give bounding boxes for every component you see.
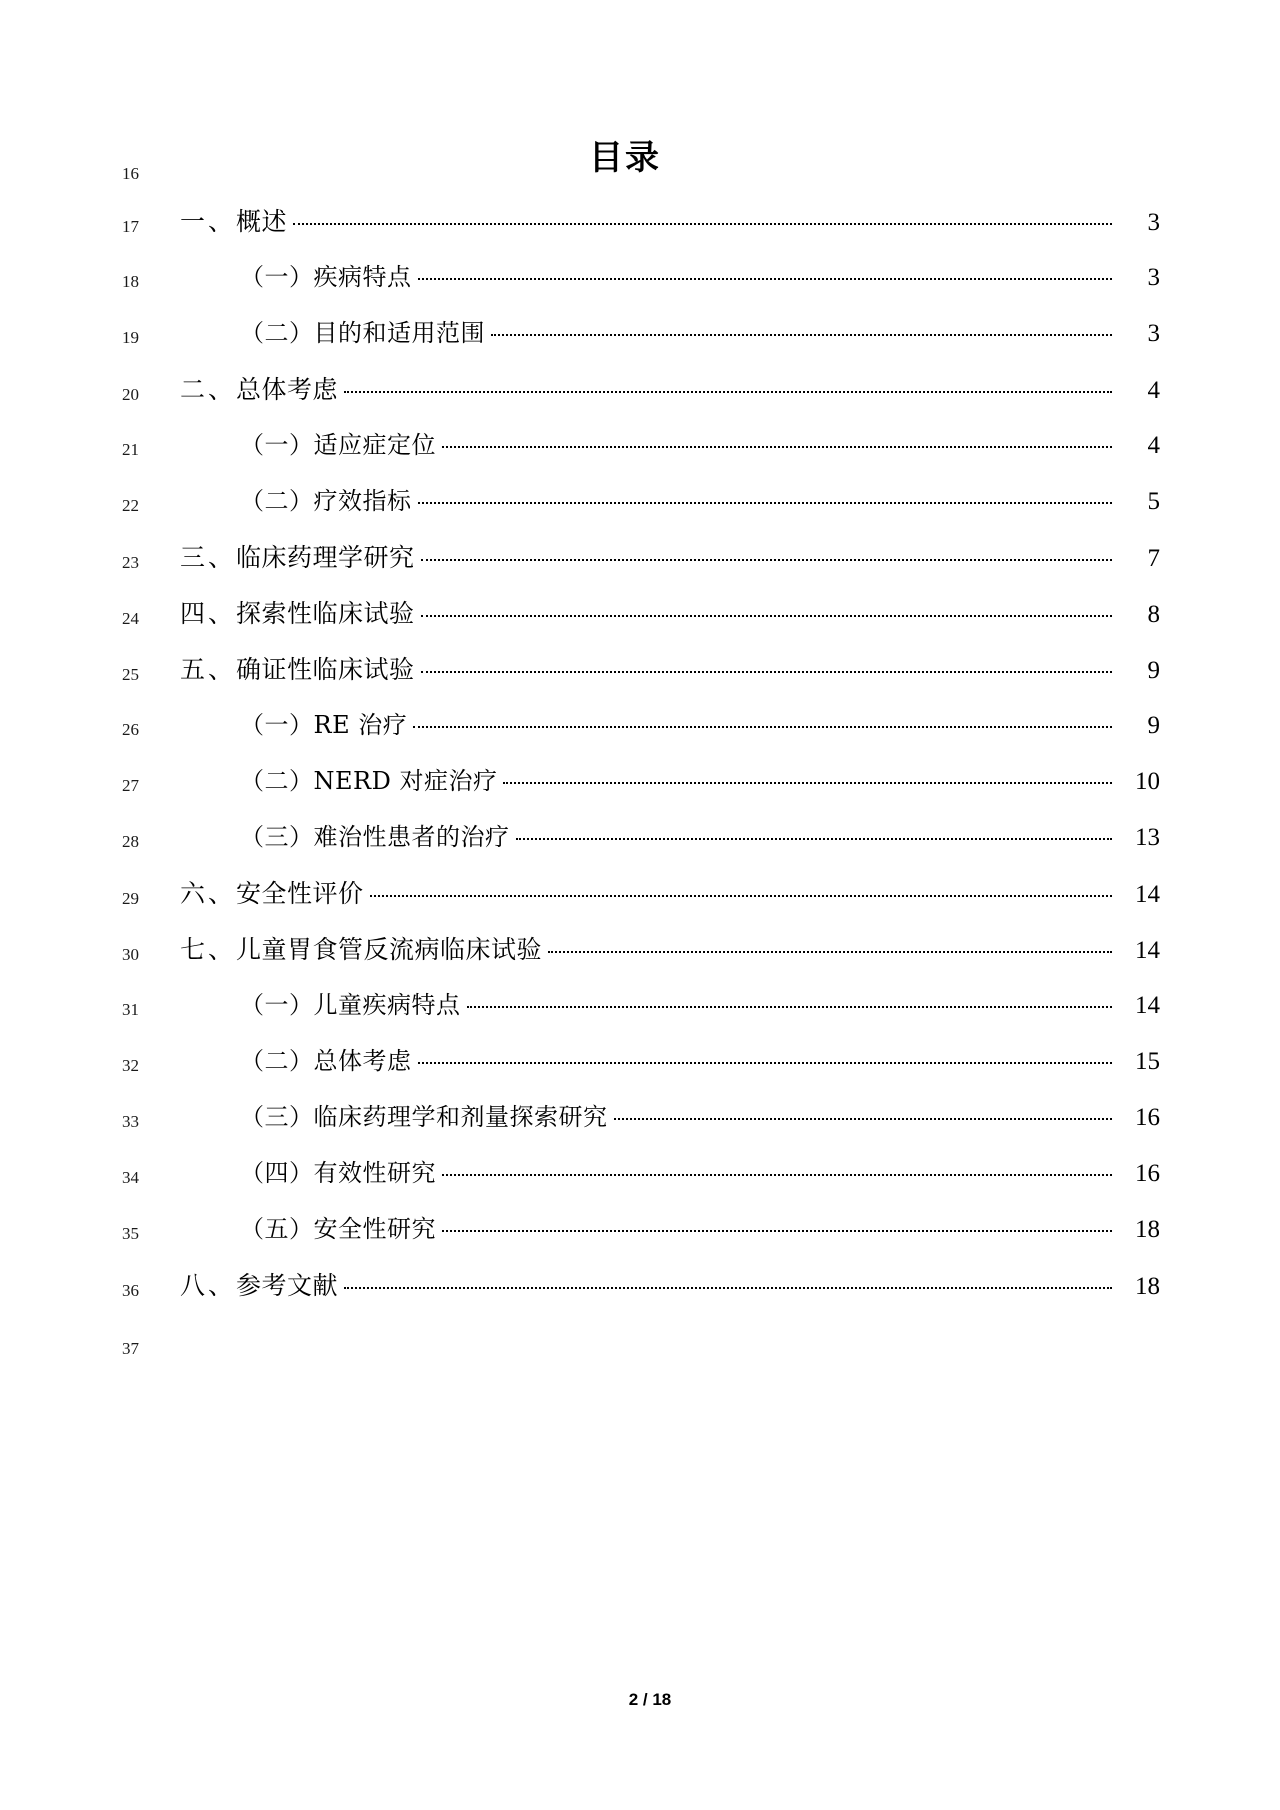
toc-entry-label xyxy=(180,879,364,909)
line-number: 26 xyxy=(122,720,139,739)
toc-page-number: 8 xyxy=(1147,601,1160,628)
toc-row xyxy=(120,207,1160,263)
toc-entry[interactable] xyxy=(180,375,1160,406)
toc-entry[interactable] xyxy=(180,599,1160,630)
line-number: 22 xyxy=(122,496,139,515)
toc-page-number: 18 xyxy=(1135,1273,1160,1300)
toc-page-number: 14 xyxy=(1135,881,1160,908)
toc-entry-text: 安全性评价 xyxy=(236,879,364,908)
toc-row xyxy=(120,1159,1160,1215)
toc-entry[interactable] xyxy=(180,1215,1160,1245)
toc-entry-number: 五、 xyxy=(180,655,237,684)
toc-page-number: 13 xyxy=(1135,824,1160,851)
toc-entry-number: 四、 xyxy=(180,599,237,628)
title-row xyxy=(120,130,1160,189)
line-number: 31 xyxy=(122,1000,139,1019)
line-number: 32 xyxy=(122,1056,139,1075)
line-number: 25 xyxy=(122,665,139,684)
toc-entry-label xyxy=(180,207,287,237)
toc-entry-label: （五）安全性研究 xyxy=(240,1215,436,1243)
line-number: 23 xyxy=(122,553,139,572)
toc-leader-dots xyxy=(413,725,1112,728)
toc-leader-dots xyxy=(467,1005,1113,1008)
toc-leader-dots xyxy=(418,501,1113,504)
line-number: 17 xyxy=(122,217,139,236)
line-number: 20 xyxy=(122,385,139,404)
toc-entry-number: 八、 xyxy=(180,1271,237,1300)
toc-entry-label xyxy=(180,1271,338,1301)
toc-entry-label: （一）儿童疾病特点 xyxy=(240,991,461,1019)
toc-leader-dots xyxy=(418,277,1113,280)
toc-page-number: 14 xyxy=(1135,992,1160,1019)
toc-row xyxy=(120,1047,1160,1103)
toc-row xyxy=(120,487,1160,543)
line-number: 36 xyxy=(122,1281,139,1300)
toc-page-number: 9 xyxy=(1147,712,1160,739)
toc-leader-dots xyxy=(491,333,1112,336)
toc-entry[interactable] xyxy=(180,879,1160,910)
toc-row xyxy=(120,935,1160,991)
toc-entry[interactable] xyxy=(180,767,1160,797)
toc-page-number: 3 xyxy=(1147,320,1160,347)
toc-entry[interactable] xyxy=(180,543,1160,574)
toc-entry-label: （二）总体考虑 xyxy=(240,1047,412,1075)
toc-entry[interactable] xyxy=(180,823,1160,853)
toc-entry[interactable] xyxy=(180,431,1160,461)
toc-leader-dots xyxy=(516,837,1113,840)
toc-entry-label: （二）疗效指标 xyxy=(240,487,412,515)
toc-entry-number: 二、 xyxy=(180,375,237,404)
toc-row xyxy=(120,1103,1160,1159)
toc-leader-dots xyxy=(421,670,1112,673)
toc-leader-dots xyxy=(442,1229,1112,1232)
line-number: 24 xyxy=(122,609,139,628)
toc-page-number: 4 xyxy=(1147,377,1160,404)
page-title: 目录 xyxy=(589,138,661,178)
line-number: 19 xyxy=(122,328,139,347)
toc-leader-dots xyxy=(442,445,1112,448)
toc-row xyxy=(120,767,1160,823)
toc-entry[interactable] xyxy=(180,991,1160,1021)
toc-page-number: 14 xyxy=(1135,937,1160,964)
line-number: 28 xyxy=(122,832,139,851)
toc-row xyxy=(120,655,1160,711)
toc-page-number: 16 xyxy=(1135,1104,1160,1131)
toc-leader-dots xyxy=(344,1286,1112,1289)
toc-entry-text: 确证性临床试验 xyxy=(236,655,415,684)
toc-page-number: 3 xyxy=(1147,209,1160,236)
toc-entry-number: 三、 xyxy=(180,543,237,572)
toc-leader-dots xyxy=(614,1117,1113,1120)
toc-entry-label: （三）临床药理学和剂量探索研究 xyxy=(240,1103,608,1131)
toc-row xyxy=(120,431,1160,487)
toc-leader-dots xyxy=(344,390,1112,393)
line-number: 37 xyxy=(122,1339,139,1358)
toc-entry-label xyxy=(180,599,415,629)
toc-entry-text: 临床药理学研究 xyxy=(236,543,415,572)
toc-entry[interactable] xyxy=(180,319,1160,349)
line-number: 34 xyxy=(122,1168,139,1187)
line-number: 27 xyxy=(122,776,139,795)
toc-leader-dots xyxy=(418,1061,1113,1064)
toc-leader-dots xyxy=(421,558,1112,561)
toc-row xyxy=(120,1271,1160,1327)
toc-entry-text: 总体考虑 xyxy=(236,375,339,404)
toc-entry-text: 概述 xyxy=(236,207,288,236)
toc-leader-dots xyxy=(548,950,1112,953)
toc-entry-label: （三）难治性患者的治疗 xyxy=(240,823,510,851)
line-number: 35 xyxy=(122,1224,139,1243)
toc-entry-label: （一）疾病特点 xyxy=(240,263,412,291)
toc-page-number: 7 xyxy=(1147,545,1160,572)
toc-leader-dots xyxy=(442,1173,1112,1176)
toc-entry-label xyxy=(180,935,542,965)
line-number: 33 xyxy=(122,1112,139,1131)
toc-page-number: 16 xyxy=(1135,1160,1160,1187)
toc-entry-number: 六、 xyxy=(180,879,237,908)
toc-page-number: 4 xyxy=(1147,432,1160,459)
line-number: 30 xyxy=(122,945,139,964)
line-number: 18 xyxy=(122,272,139,291)
toc-leader-dots xyxy=(503,781,1112,784)
line-number: 21 xyxy=(122,440,139,459)
toc-page-number: 3 xyxy=(1147,264,1160,291)
toc-row xyxy=(120,711,1160,767)
toc-entry-label: （二）NERD 对症治疗 xyxy=(240,767,498,795)
toc-entry[interactable] xyxy=(180,655,1160,686)
toc-leader-dots xyxy=(370,894,1112,897)
toc-row xyxy=(120,879,1160,935)
toc-row xyxy=(120,375,1160,431)
toc-page-number: 9 xyxy=(1147,657,1160,684)
toc-page-number: 5 xyxy=(1147,488,1160,515)
toc-entry-number: 一、 xyxy=(180,207,237,236)
toc-leader-dots xyxy=(293,222,1112,225)
toc-entry[interactable] xyxy=(180,487,1160,517)
toc-entry-label: （四）有效性研究 xyxy=(240,1159,436,1187)
title-wrapper xyxy=(180,130,1160,189)
toc-page-number: 18 xyxy=(1135,1216,1160,1243)
toc-entry-label xyxy=(180,655,415,685)
toc-entry[interactable] xyxy=(180,207,1160,238)
toc-entry-label: （一）RE 治疗 xyxy=(240,711,408,739)
toc-entry-text: 儿童胃食管反流病临床试验 xyxy=(236,935,543,964)
toc-entry[interactable] xyxy=(180,935,1160,966)
toc-leader-dots xyxy=(421,614,1112,617)
toc-row xyxy=(120,543,1160,599)
toc-entry-text: 参考文献 xyxy=(236,1271,339,1300)
table-of-contents xyxy=(120,207,1160,1387)
toc-entry-label xyxy=(180,375,338,405)
toc-entry-text: 探索性临床试验 xyxy=(236,599,415,628)
toc-row xyxy=(120,263,1160,319)
toc-row xyxy=(120,823,1160,879)
toc-entry[interactable] xyxy=(180,263,1160,293)
line-number: 29 xyxy=(122,889,139,908)
toc-row xyxy=(120,319,1160,375)
toc-entry-label xyxy=(180,543,415,573)
toc-entry-label: （一）适应症定位 xyxy=(240,431,436,459)
toc-entry[interactable] xyxy=(180,1271,1160,1302)
page-content xyxy=(120,130,1160,1387)
toc-row xyxy=(120,599,1160,655)
toc-entry[interactable] xyxy=(180,1103,1160,1133)
toc-entry[interactable] xyxy=(180,711,1160,741)
toc-entry-label: （二）目的和适用范围 xyxy=(240,319,485,347)
page-footer: 2 / 18 xyxy=(628,1690,672,1709)
toc-row xyxy=(120,1215,1160,1271)
line-number: 16 xyxy=(122,164,139,183)
toc-entry[interactable] xyxy=(180,1047,1160,1077)
toc-row xyxy=(120,991,1160,1047)
toc-page-number: 15 xyxy=(1135,1048,1160,1075)
toc-entry-number: 七、 xyxy=(180,935,237,964)
toc-row xyxy=(120,1337,1160,1387)
toc-page-number: 10 xyxy=(1135,768,1160,795)
toc-entry[interactable] xyxy=(180,1159,1160,1189)
